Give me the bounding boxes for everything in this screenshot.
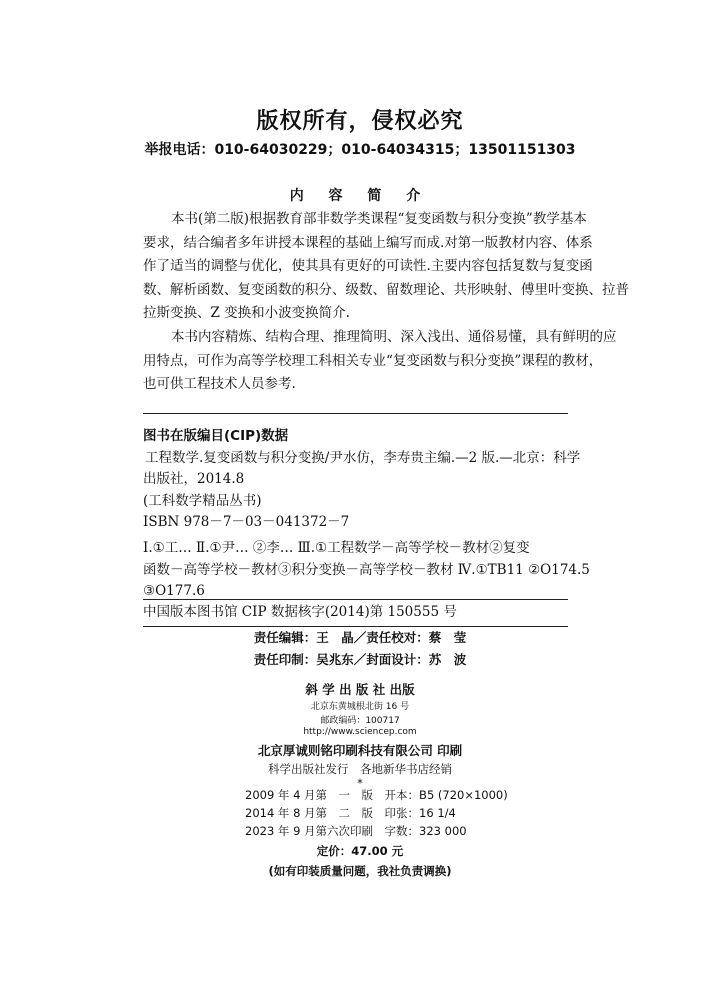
intro-p1-line: 拉斯变换、Z 变换和小波变换简介. bbox=[143, 305, 350, 321]
intro-p2-line: 用特点，可作为高等学校理工科相关专业“复变函数与积分变换”课程的教材， bbox=[143, 352, 603, 369]
cip-classification bbox=[143, 538, 590, 603]
cip-divider-top bbox=[143, 599, 568, 600]
cip-library-record: 中国版本图书馆 CIP 数据核字(2014)第 150555 号 bbox=[143, 604, 457, 620]
publisher-name: 斜 学 出 版 社 出版 bbox=[305, 682, 415, 697]
quality-notice: (如有印装质量问题，我社负责调换) bbox=[268, 864, 452, 878]
cip-entry-line: (工科数学精品丛书) bbox=[143, 492, 262, 509]
cip-class-line: 函数－高等学校－教材③积分变换－高等学校－教材 Ⅳ.①TB11 ②O174.5 bbox=[143, 561, 590, 578]
intro-p2-line: 本书内容精炼、结构合理、推理简明、深入浅出、通俗易懂，具有鲜明的应 bbox=[171, 329, 617, 345]
intro-p1-line: 作了适当的调整与优化，使其具有更好的可读性.主要内容包括复数与复变函 bbox=[143, 258, 593, 274]
edition-line-1: 2009 年 4 月第 一 版 开本：B5 (720×1000) bbox=[245, 788, 508, 802]
intro-p1-line: 本书(第二版)根据教育部非数学类课程“复变函数与积分变换”教学基本 bbox=[171, 211, 587, 227]
intro-paragraph-2 bbox=[143, 326, 617, 397]
edition-line-3: 2023 年 9 月第六次印刷 字数：323 000 bbox=[245, 824, 467, 838]
intro-p1-line: 要求，结合编者多年讲授本课程的基础上编写而成.对第一版教材内容、体系 bbox=[143, 234, 593, 251]
cip-heading: 图书在版编目(CIP)数据 bbox=[143, 428, 289, 444]
publisher-postcode: 邮政编码：100717 bbox=[320, 716, 400, 726]
editor-credits: 责任编辑：王 晶／责任校对：蔡 莹 bbox=[253, 630, 467, 645]
printer-name: 北京厚诚则铭印刷科技有限公司 印刷 bbox=[257, 743, 463, 758]
edition-line-2: 2014 年 8 月第 二 版 印张：16 1/4 bbox=[245, 806, 456, 820]
intro-p1-line: 数、解析函数、复变函数的积分、级数、留数理论、共形映射、傅里叶变换、拉普 bbox=[143, 281, 629, 298]
intro-heading: 内 容 简 介 bbox=[289, 188, 431, 204]
copyright-title: 版权所有，侵权必究 bbox=[256, 108, 464, 134]
cip-library-record-block bbox=[143, 602, 571, 624]
cip-entry-line: 出版社，2014.8 bbox=[143, 471, 245, 488]
cip-entry-line: 工程数学.复变函数与积分变换/尹水仿，李寿贵主编.—2 版.—北京：科学 bbox=[145, 449, 581, 466]
print-credits: 责任印制：吴兆东／封面设计：苏 波 bbox=[253, 652, 467, 667]
cip-class-line: Ⅰ.①工… Ⅱ.①尹… ②李… Ⅲ.①工程数学－高等学校－教材②复变 bbox=[143, 540, 530, 556]
price: 定价：47.00 元 bbox=[316, 844, 404, 858]
cip-entry-line: ISBN 978－7－03－041372－7 bbox=[143, 514, 350, 531]
section-divider bbox=[143, 413, 568, 414]
report-hotline: 举报电话：010-64030229；010-64034315；13501151303 bbox=[144, 142, 576, 158]
cip-divider-bottom bbox=[143, 626, 568, 627]
distribution-info: 科学出版社发行 各地新华书店经销 bbox=[268, 762, 452, 776]
publisher-website: http://www.sciencep.com bbox=[303, 727, 417, 737]
publisher-address: 北京东黄城根北街 16 号 bbox=[310, 702, 410, 712]
separator-star: * bbox=[357, 776, 363, 790]
cip-class-line: ③O177.6 bbox=[143, 583, 205, 600]
cip-block bbox=[143, 426, 581, 534]
intro-paragraph-1 bbox=[143, 208, 629, 326]
intro-p2-line: 也可供工程技术人员参考. bbox=[143, 376, 296, 392]
